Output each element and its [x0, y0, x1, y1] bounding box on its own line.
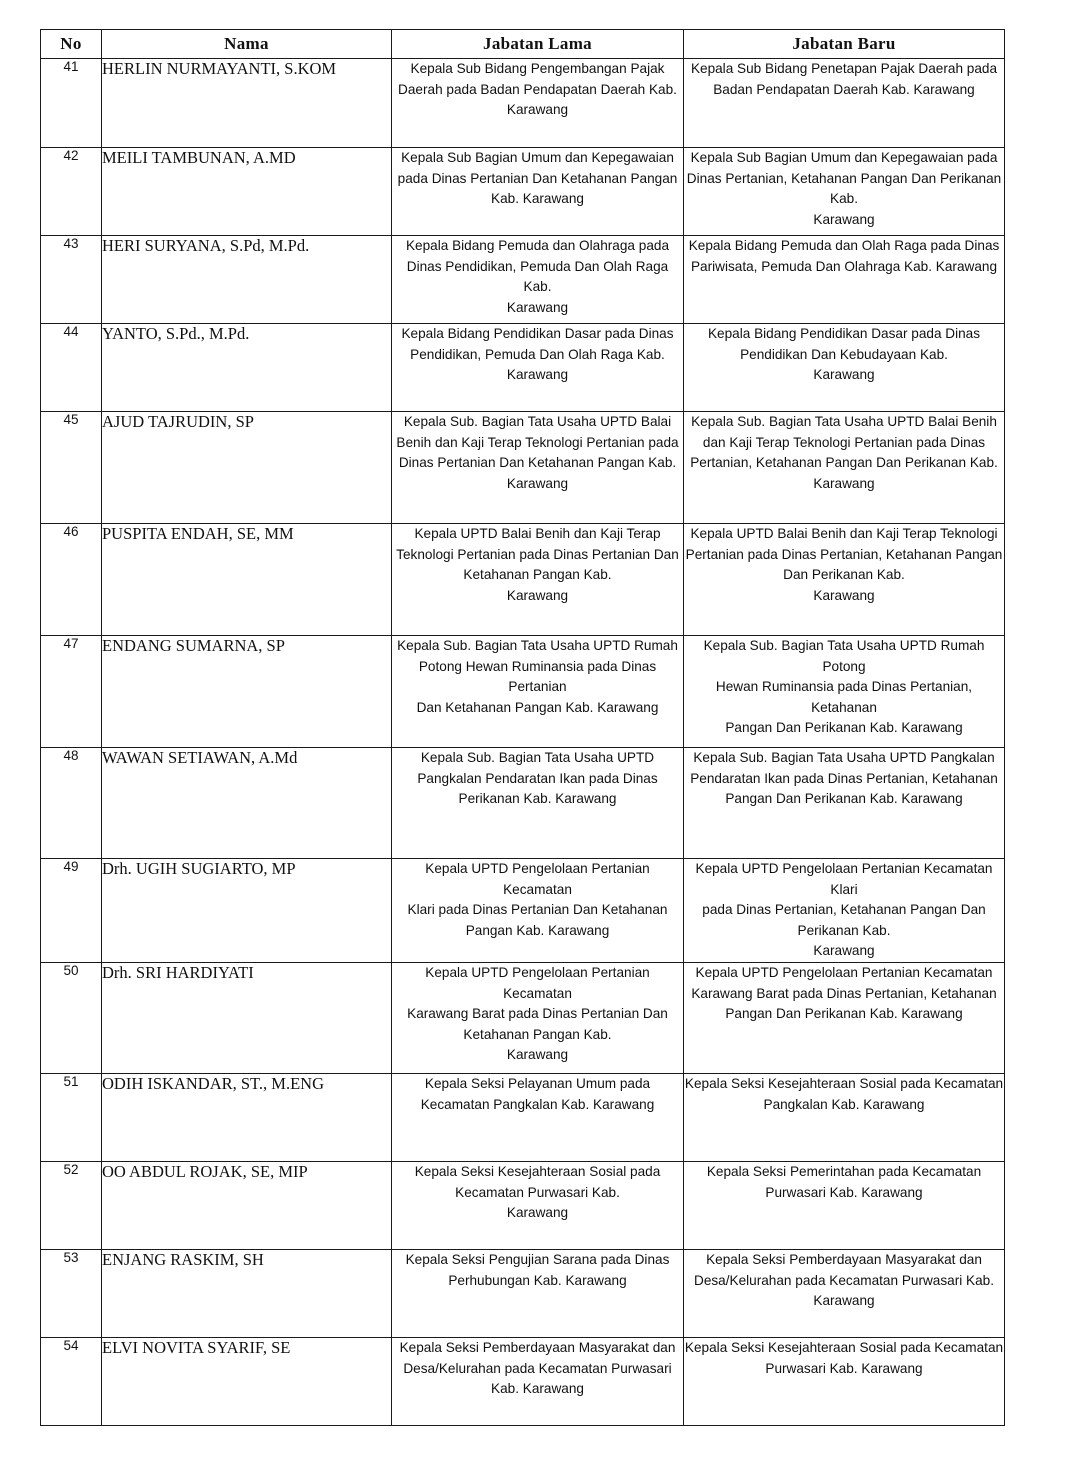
table-header [41, 30, 1005, 59]
employee-name: ODIH ISKANDAR, ST., M.ENG [102, 1074, 392, 1162]
new-position: Kepala Seksi Pemberdayaan Masyarakat dan Desa/Kelurahan pada Kecamatan Purwasari Kab. Karawang [684, 1250, 1005, 1338]
row-number: 52 [41, 1162, 102, 1250]
row-number: 45 [41, 412, 102, 524]
employee-name: MEILI TAMBUNAN, A.MD [102, 148, 392, 236]
row-number: 50 [41, 963, 102, 1074]
new-position: Kepala Bidang Pemuda dan Olah Raga pada Dinas Pariwisata, Pemuda Dan Olahraga Kab. Karawang [684, 236, 1005, 324]
row-number: 46 [41, 524, 102, 636]
table-row [41, 236, 1005, 324]
row-number: 41 [41, 59, 102, 148]
table-row [41, 859, 1005, 963]
old-position: Kepala UPTD Balai Benih dan Kaji Terap Teknologi Pertanian pada Dinas Pertanian Dan Ketahanan Pangan Kab. Karawang [392, 524, 684, 636]
row-number: 43 [41, 236, 102, 324]
row-number: 47 [41, 636, 102, 748]
table-row [41, 748, 1005, 859]
old-position: Kepala Seksi Pengujian Sarana pada Dinas Perhubungan Kab. Karawang [392, 1250, 684, 1338]
old-position: Kepala Seksi Kesejahteraan Sosial pada Kecamatan Purwasari Kab. Karawang [392, 1162, 684, 1250]
table-row [41, 412, 1005, 524]
employee-name: HERI SURYANA, S.Pd, M.Pd. [102, 236, 392, 324]
old-position: Kepala Sub. Bagian Tata Usaha UPTD Pangkalan Pendaratan Ikan pada Dinas Perikanan Kab. Karawang [392, 748, 684, 859]
row-number: 54 [41, 1338, 102, 1426]
header-row [41, 30, 1005, 59]
table-row [41, 636, 1005, 748]
table-row [41, 1074, 1005, 1162]
row-number: 49 [41, 859, 102, 963]
employee-name: ENJANG RASKIM, SH [102, 1250, 392, 1338]
old-position: Kepala Seksi Pemberdayaan Masyarakat dan Desa/Kelurahan pada Kecamatan Purwasari Kab. Karawang [392, 1338, 684, 1426]
table-row [41, 148, 1005, 236]
table-row [41, 1162, 1005, 1250]
new-position: Kepala Sub Bidang Penetapan Pajak Daerah pada Badan Pendapatan Daerah Kab. Karawang [684, 59, 1005, 148]
employee-name: ELVI NOVITA SYARIF, SE [102, 1338, 392, 1426]
employee-name: ENDANG SUMARNA, SP [102, 636, 392, 748]
header-nama: Nama [102, 30, 392, 59]
old-position: Kepala Bidang Pendidikan Dasar pada Dinas Pendidikan, Pemuda Dan Olah Raga Kab. Karawang [392, 324, 684, 412]
header-jabatan-lama: Jabatan Lama [392, 30, 684, 59]
row-number: 53 [41, 1250, 102, 1338]
old-position: Kepala Sub. Bagian Tata Usaha UPTD Balai Benih dan Kaji Terap Teknologi Pertanian pada Dinas Pertanian Dan Ketahanan Pangan Kab. Karawang [392, 412, 684, 524]
row-number: 44 [41, 324, 102, 412]
table-row [41, 1250, 1005, 1338]
new-position: Kepala Seksi Pemerintahan pada Kecamatan Purwasari Kab. Karawang [684, 1162, 1005, 1250]
old-position: Kepala Sub Bagian Umum dan Kepegawaian pada Dinas Pertanian Dan Ketahanan Pangan Kab. Karawang [392, 148, 684, 236]
row-number: 51 [41, 1074, 102, 1162]
old-position: Kepala Sub. Bagian Tata Usaha UPTD Rumah Potong Hewan Ruminansia pada Dinas Pertanian Dan Ketahanan Pangan Kab. Karawang [392, 636, 684, 748]
row-number: 48 [41, 748, 102, 859]
new-position: Kepala Bidang Pendidikan Dasar pada Dinas Pendidikan Dan Kebudayaan Kab. Karawang [684, 324, 1005, 412]
old-position: Kepala Bidang Pemuda dan Olahraga pada Dinas Pendidikan, Pemuda Dan Olah Raga Kab. Karawang [392, 236, 684, 324]
personnel-rotation-table [40, 29, 1005, 1426]
new-position: Kepala Sub. Bagian Tata Usaha UPTD Rumah Potong Hewan Ruminansia pada Dinas Pertanian, Ketahanan Pangan Dan Perikanan Kab. Karawang [684, 636, 1005, 748]
table-row [41, 1338, 1005, 1426]
employee-name: WAWAN SETIAWAN, A.Md [102, 748, 392, 859]
old-position: Kepala Sub Bidang Pengembangan Pajak Daerah pada Badan Pendapatan Daerah Kab. Karawang [392, 59, 684, 148]
new-position: Kepala UPTD Balai Benih dan Kaji Terap Teknologi Pertanian pada Dinas Pertanian, Ketahanan Pangan Dan Perikanan Kab. Karawang [684, 524, 1005, 636]
new-position: Kepala Seksi Kesejahteraan Sosial pada Kecamatan Pangkalan Kab. Karawang [684, 1074, 1005, 1162]
header-jabatan-baru: Jabatan Baru [684, 30, 1005, 59]
employee-name: PUSPITA ENDAH, SE, MM [102, 524, 392, 636]
new-position: Kepala UPTD Pengelolaan Pertanian Kecamatan Klari pada Dinas Pertanian, Ketahanan Pangan Dan Perikanan Kab. Karawang [684, 859, 1005, 963]
table-row [41, 59, 1005, 148]
new-position: Kepala Sub Bagian Umum dan Kepegawaian pada Dinas Pertanian, Ketahanan Pangan Dan Perikanan Kab. Karawang [684, 148, 1005, 236]
row-number: 42 [41, 148, 102, 236]
new-position: Kepala Sub. Bagian Tata Usaha UPTD Pangkalan Pendaratan Ikan pada Dinas Pertanian, Ketahanan Pangan Dan Perikanan Kab. Karawang [684, 748, 1005, 859]
table-body [41, 59, 1005, 1426]
employee-name: Drh. UGIH SUGIARTO, MP [102, 859, 392, 963]
table-row [41, 963, 1005, 1074]
old-position: Kepala Seksi Pelayanan Umum pada Kecamatan Pangkalan Kab. Karawang [392, 1074, 684, 1162]
employee-name: HERLIN NURMAYANTI, S.KOM [102, 59, 392, 148]
old-position: Kepala UPTD Pengelolaan Pertanian Kecamatan Karawang Barat pada Dinas Pertanian Dan Ketahanan Pangan Kab. Karawang [392, 963, 684, 1074]
old-position: Kepala UPTD Pengelolaan Pertanian Kecamatan Klari pada Dinas Pertanian Dan Ketahanan Pangan Kab. Karawang [392, 859, 684, 963]
table-row [41, 324, 1005, 412]
header-no: No [41, 30, 102, 59]
new-position: Kepala Seksi Kesejahteraan Sosial pada Kecamatan Purwasari Kab. Karawang [684, 1338, 1005, 1426]
employee-name: OO ABDUL ROJAK, SE, MIP [102, 1162, 392, 1250]
new-position: Kepala UPTD Pengelolaan Pertanian Kecamatan Karawang Barat pada Dinas Pertanian, Ketahanan Pangan Dan Perikanan Kab. Karawang [684, 963, 1005, 1074]
employee-name: YANTO, S.Pd., M.Pd. [102, 324, 392, 412]
employee-name: AJUD TAJRUDIN, SP [102, 412, 392, 524]
employee-name: Drh. SRI HARDIYATI [102, 963, 392, 1074]
table-row [41, 524, 1005, 636]
new-position: Kepala Sub. Bagian Tata Usaha UPTD Balai Benih dan Kaji Terap Teknologi Pertanian pada Dinas Pertanian, Ketahanan Pangan Dan Perikanan Kab. Karawang [684, 412, 1005, 524]
